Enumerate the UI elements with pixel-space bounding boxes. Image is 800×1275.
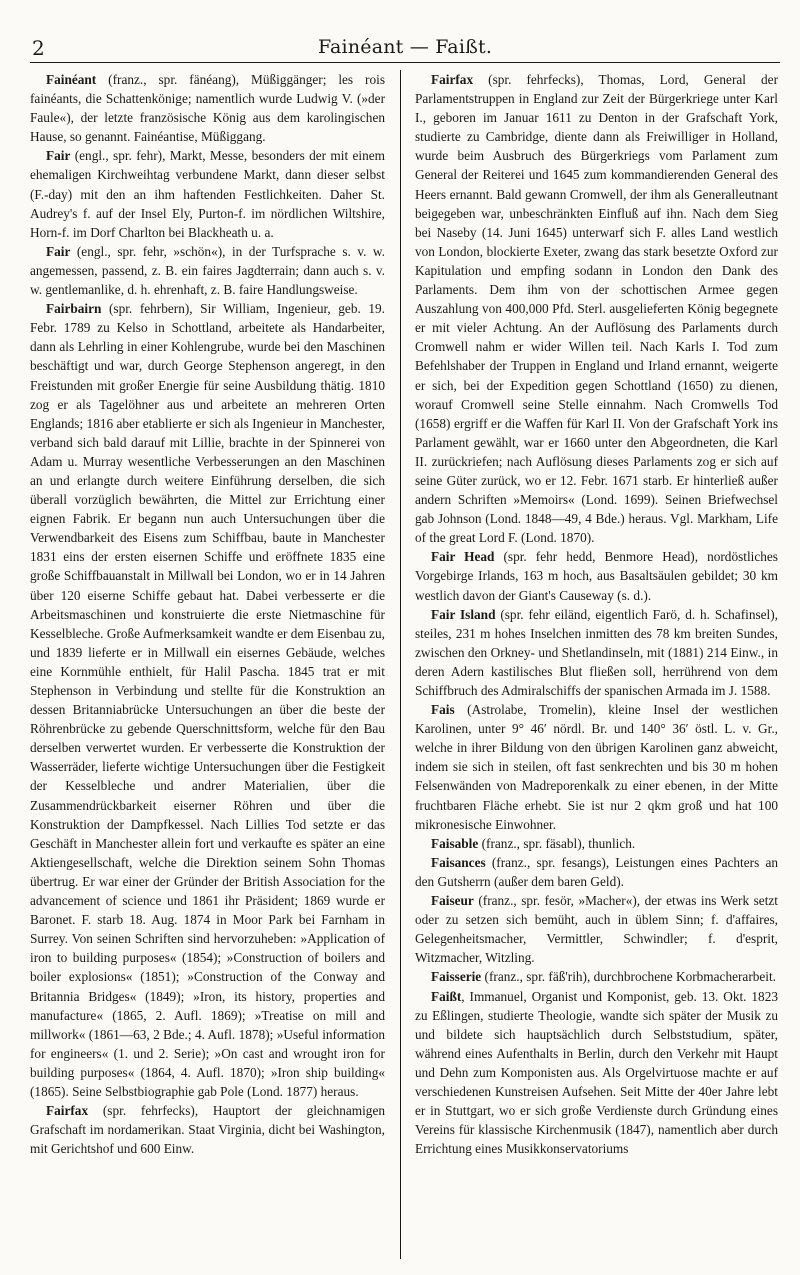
entry-headword: Faisserie — [431, 969, 482, 985]
right-column — [415, 70, 778, 1158]
entry-text: (spr. fehrfecks), Thomas, Lord, General der Parlamentstruppen in England zur Zeit der Bürgerkriege unter Karl I., geboren im Januar 1611 zu Denton in der Grafschaft York, studierte zu Cambridge, diente dann als Freiwilliger in Holland, wurde beim Ausbruch des Bürgerkriegs vom Parlament zum General der Reiterei und 1645 zum kommandierenden General des Heers ernannt. Bald gewann Cromwell, der ihm als Generalleutnant beigegeben war, unbeschränkten Einfluß auf ihn. Nach dem Sieg bei Naseby (14. Juni 1645) unterwarf sich F. alles Land westlich von London, blockierte Exeter, zwang das stark besetzte Oxford zur Kapitulation und empfing sodann in London den Dank des Parlaments. Dem ihm von der schottischen Armee gegen Auszahlung von 400,000 Pfd. Sterl. ausgelieferten König begegnete er mit vieler Achtung. An der Auflösung des Parlaments durch Cromwell nahm er wider Willen teil. Nach Karls I. Tod zum Befehlshaber der Truppen in England und Irland ernannt, weigerte er sich, bei der Expedition gegen Schottland (1650) zu dienen, worauf Cromwell seine Stelle einnahm. Nach Cromwells Tod (1658) ergriff er die Waffen für Karl II. Von der Grafschaft York ins Parlament gewählt, war er 1660 unter den Abgeordneten, die Karl II. zurückriefen; nach Auflösung dieses Parlaments zog er sich auf seine Güter zurück, wo er 12. Febr. 1671 starb. Er hinterließ außer andern Schriften »Memoirs« (Lond. 1699). Seinen Briefwechsel gab Johnson (Lond. 1848—49, 4 Bde.) heraus. Vgl. Markham, Life of the great Lord F. (Lond. 1870). — [415, 72, 778, 546]
text-columns — [30, 70, 780, 1263]
entry-text: (spr. fehr hedd, Benmore Head), nordöstliches Vorgebirge Irlands, 163 m hoch, aus Basaltsäulen gebildet; 30 km westlich davon der Giant's Causeway (s. d.). — [415, 549, 778, 603]
dictionary-entry — [30, 1101, 385, 1158]
entry-headword: Fairfax — [431, 72, 474, 87]
entry-headword: Fair — [46, 148, 71, 164]
dictionary-entry — [415, 700, 778, 834]
entry-text: (engl., spr. fehr, »schön«), in der Turfsprache s. v. w. angemessen, passend, z. B. ein faires Jagdterrain; dann auch s. v. w. gentlemanlike, d. h. ehrenhaft, z. B. faire Handlungsweise. — [30, 243, 385, 298]
entry-headword: Fainéant — [46, 72, 97, 87]
entry-text: (franz., spr. fäß'rih), durchbrochene Korbmacherarbeit. — [481, 969, 777, 985]
entry-text: , Immanuel, Organist und Komponist, geb. 13. Okt. 1823 zu Eßlingen, studierte Theologie, wandte sich später der Musik zu und bildete sich hauptsächlich durch Selbststudium, später, während eines Aufenthalts in Berlin, durch den Verkehr mit Haupt und Dehn zum Komponisten aus. Als Orgelvirtuose machte er auf verschiedenen Kunstreisen Aufsehen. Seit Mitte der 40er Jahre lebt er in Stuttgart, wo er sich große Verdienste durch Gründung eines Vereins für klassische Kirchenmusik (1847), namentlich aber durch Errichtung eines Musikkonservatoriums — [415, 988, 778, 1157]
running-title: Fainéant — Faißt. — [317, 36, 493, 58]
dictionary-entry — [30, 242, 385, 299]
entry-headword: Fair — [46, 243, 71, 259]
entry-text: (Astrolabe, Tromelin), kleine Insel der westlichen Karolinen, unter 9° 46′ nördl. Br. und 140° 36′ östl. L. v. Gr., welche in ihrer Bildung von den übrigen Karolinen ganz abweicht, indem sie sich in steilen, oft fast senkrechten und bis 30 m hohen Felsenwänden von Madreporenkalk zu einer ebenen, in der Mitte fruchtbaren Fläche erhebt. Sie ist nur 2 qkm groß und hat 100 mikronesische Einwohner. — [415, 702, 778, 832]
entry-text: (spr. fehr eiländ, eigentlich Farö, d. h. Schafinsel), steiles, 231 m hohes Inselchen inmitten des 78 km breiten Sundes, zwischen den Orkney- und Shetlandinseln, mit (1881) 214 Einw., in deren Adern kastilisches Blut fließen soll, herrührend von dem Schiffbruch des Admiralschiffs der spanischen Armada im J. 1588. — [415, 606, 778, 698]
page-number: 2 — [32, 36, 45, 60]
page-header — [30, 32, 780, 63]
dictionary-entry — [30, 299, 385, 1101]
entry-headword: Faisable — [431, 835, 479, 851]
entry-text: (franz., spr. fänéang), Müßiggänger; les rois fainéants, die Schattenkönige; namentlich wurde Ludwig V. (»der Faule«), der letzte französische König aus dem karolingischen Hause, so genannt. Fainéantise, Müßiggang. — [30, 72, 385, 145]
entry-text: (franz., spr. fesangs), Leistungen eines Pachters an den Gutsherrn (außer dem baren Geld). — [415, 854, 778, 889]
entry-headword: Faißt — [431, 988, 462, 1004]
dictionary-entry — [30, 146, 385, 241]
column-divider — [400, 70, 401, 1259]
dictionary-entry — [415, 853, 778, 891]
dictionary-entry — [415, 891, 778, 967]
entry-text: (franz., spr. fäsabl), thunlich. — [478, 835, 636, 851]
entry-text: (franz., spr. fesör, »Macher«), der etwas ins Werk setzt oder zu setzen sich bemüht, auch in üblem Sinn; f. d'affaires, Gelegenheitsmacher, Vermittler, Schwindler; f. d'esprit, Witzmacher, Witzling. — [415, 893, 778, 966]
dictionary-entry — [415, 70, 778, 547]
dictionary-entry — [415, 547, 778, 604]
entry-headword: Fairbairn — [46, 301, 102, 317]
entry-headword: Fairfax — [46, 1103, 89, 1119]
dictionary-entry — [415, 987, 778, 1159]
dictionary-entry — [415, 834, 778, 853]
entry-text: (spr. fehrfecks), Hauptort der gleichnamigen Grafschaft im nordamerikan. Staat Virginia, dicht bei Washington, mit Gerichtshof und 600 Einw. — [30, 1103, 385, 1157]
dictionary-entry — [415, 605, 778, 700]
entry-text: (spr. fehrbern), Sir William, Ingenieur, geb. 19. Febr. 1789 zu Kelso in Schottland, arbeitete als Handarbeiter, dann als Lehrling in einer Kohlengrube, wurde bei den Maschinen beschäftigt und war, durch George Stephenson angeregt, in den Freistunden mit großer Energie für seine Ausbildung thätig. 1810 zog er als Tagelöhner aus und arbeitete an mehreren Orten Englands; 1816 aber etablierte er sich als Ingenieur in Manchester, verband sich bald darauf mit Lillie, brachte in der Spinnerei von Adam u. Murray wesentliche Verbesserungen an den Maschinen an und erlangte durch weitere Einführung derselben, die sich überall vorzüglich bewährten, die Mittel zur Errichtung einer eignen Fabrik. Er begann nun auch Untersuchungen über die Verwendbarkeit des Eisens zum Schiffbau, baute in Manchester 1831 eins der ersten eisernen Schiffe und eröffnete 1835 eine große Schiffbauanstalt in Millwall bei London, wo er in 14 Jahren über 120 eiserne Schiffe gebaut hat. Dabei verbesserte er die Arbeitsmaschinen und konstruierte die erste Nietmaschine für Kesselbleche. Große Aufmerksamkeit wandte er dem Eisenbau zu, und 1839 lieferte er in Millwall ein eisernes Gebäude, welches eine Kornmühle enthielt, für Halil Pascha. 1845 trat er mit Stephenson in Verbindung und stellte für die Konstruktion an dessen Britanniabrücke Untersuchungen an über die beste der Röhrenbrücke zu gebende Querschnittsform, welche für den Bau derselben verwertet wurden. Er verbesserte die Konstruktion der Wasserräder, lieferte wichtige Untersuchungen über die Festigkeit der Kesselbleche und andrer Materialien, über die Zusammendrückbarkeit eiserner Röhren und über die Konstruktion der Dampfkessel. Nach Lillies Tod setzte er das Geschäft in Manchester allein fort und verkaufte es später an eine Aktiengesellschaft, welche die Direktion seinem Sohn Thomas übertrug. Er war einer der Gründer der British Association for the advancement of science und 1861 ihr Präsident; 1869 wurde er Baronet. F. starb 18. Aug. 1874 in Moor Park bei Farnham in Surrey. Von seinen Schriften sind hervorzuheben: »Application of iron to building purposes« (1854); »Construction of boilers and boiler explosions« (1851); »Construction of the Conway and Britannia Bridges« (1849); »Iron, its history, properties and manufacture« (1865, 2. Aufl. 1869); »Treatise on mill and millwork« (1861—63, 2 Bde.; 4. Aufl. 1878); »Useful information for engineers« (1. und 2. Serie); »On cast and wrought iron for building purposes« (1864, 4. Aufl. 1870); »Iron ship building« (1865). Seine Selbstbiographie gab Pole (Lond. 1877) heraus. — [30, 301, 385, 1099]
dictionary-entry — [30, 70, 385, 146]
entry-headword: Fais — [431, 702, 455, 718]
entry-headword: Faisances — [431, 854, 486, 870]
entry-headword: Faiseur — [431, 893, 474, 909]
left-column — [30, 70, 385, 1158]
entry-headword: Fair Head — [431, 549, 495, 565]
entry-text: (engl., spr. fehr), Markt, Messe, besonders der mit einem ehemaligen Kirchweihtag verbundene Markt, dann dieser selbst (F.-day) mit den an ihm haftenden Festlichkeiten. Daher St. Audrey's f. auf der Insel Ely, Purton-f. im nördlichen Wiltshire, Horn-f. im Dorf Charlton bei Blackheath u. a. — [30, 148, 385, 240]
entry-headword: Fair Island — [431, 606, 496, 622]
dictionary-entry — [415, 967, 778, 986]
